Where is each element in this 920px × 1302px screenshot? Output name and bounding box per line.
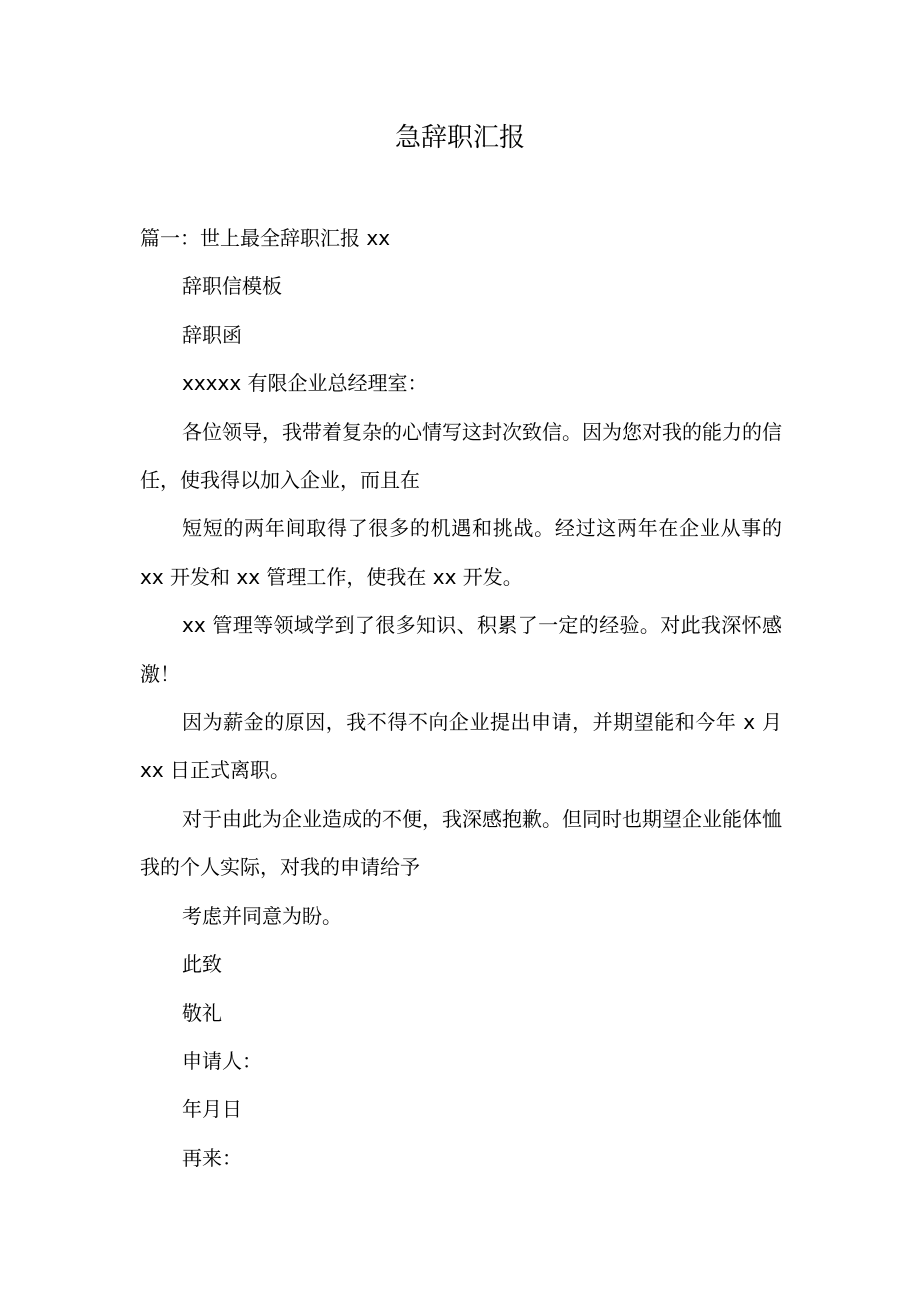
document-title: 急辞职汇报 <box>394 123 525 153</box>
letter-paragraph: 短短的两年间取得了很多的机遇和挑战。经过这两年在企业从事的 xx 开发和 xx 管理工作，使我在 xx 开发。 <box>140 516 782 589</box>
letter-paragraph: 各位领导，我带着复杂的心情写这封次致信。因为您对我的能力的信任，使我得以加入企业，而且在 <box>140 419 782 493</box>
template-heading: 辞职信模板 <box>182 274 282 299</box>
letter-paragraph: 因为薪金的原因，我不得不向企业提出申请，并期望能和今年 x 月 xx 日正式离职。 <box>140 710 782 783</box>
document-body <box>140 214 782 1182</box>
section-heading: 篇一：世上最全辞职汇报 xx <box>140 226 391 250</box>
letter-recipient: xxxxx 有限企业总经理室： <box>182 371 428 396</box>
letter-paragraph: 对于由此为企业造成的不便，我深感抱歉。但同时也期望企业能体恤我的个人实际，对我的申请给予 <box>140 806 782 880</box>
continuation-line: 再来： <box>182 1145 242 1170</box>
closing-regards: 敬礼 <box>182 1000 222 1025</box>
closing-salutation: 此致 <box>182 952 222 977</box>
date-line: 年月日 <box>182 1097 242 1122</box>
letter-paragraph: xx 管理等领域学到了很多知识、积累了一定的经验。对此我深怀感激！ <box>140 613 782 686</box>
applicant-line: 申请人： <box>182 1048 262 1073</box>
letter-title: 辞职函 <box>182 322 242 347</box>
letter-paragraph: 考虑并同意为盼。 <box>182 903 342 928</box>
